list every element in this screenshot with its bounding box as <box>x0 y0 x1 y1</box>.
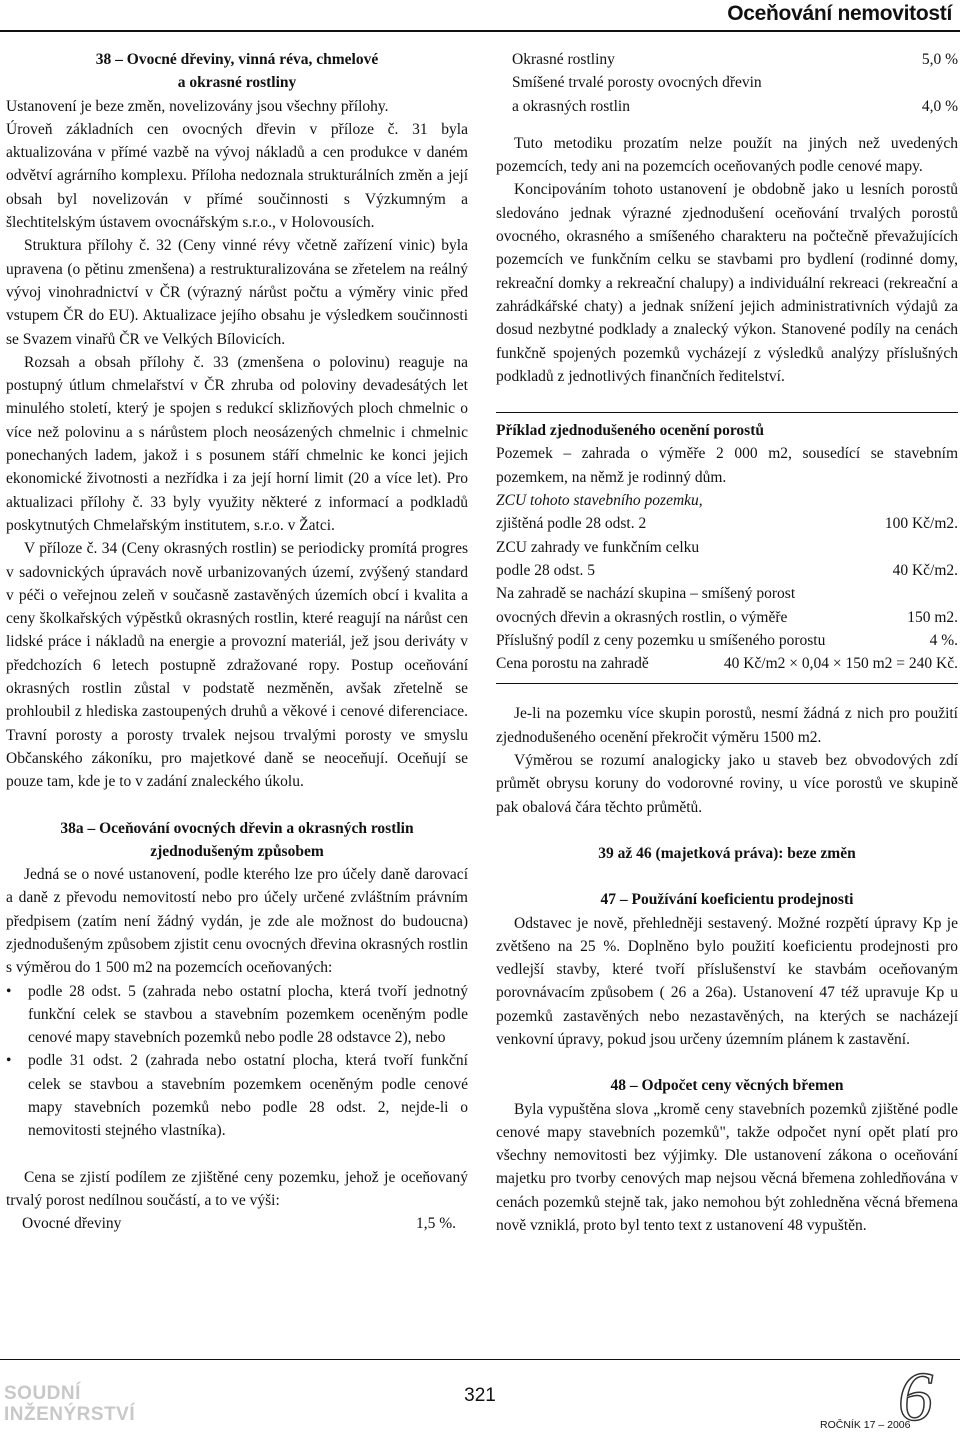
example-row <box>496 652 958 675</box>
example-row-value: 40 Kč/m2 × 0,04 × 150 m2 = 240 Kč. <box>723 655 958 673</box>
page-number: 321 <box>464 1385 496 1406</box>
section-47-heading: 47 – Používání koeficientu prodejnosti <box>600 891 854 909</box>
example-box <box>496 412 958 684</box>
example-intro: Pozemek – zahrada o výměře 2 000 m2, sousedící se stavebním pozemkem, na němž je rodinný dům. <box>496 445 958 486</box>
paragraph: Cena se zjistí podílem ze zjištěné ceny pozemku, jehož je oceňovaný trvalý porost nedílnou součástí, a to ve výši: <box>6 1168 468 1209</box>
section-38a-heading: 38a – Oceňování ovocných dřevin a okrasných rostlin <box>60 819 414 837</box>
example-row-value: 40 Kč/m2. <box>892 561 958 579</box>
rate-row <box>496 95 958 118</box>
list-item: • podle 31 odst. 2 (zahrada nebo ostatní plocha, která tvoří funkční celek se stavbou a stavebním pozemkem oceněným podle cenové mapy stavebních pozemků nebo podle 28 odst. 2, nejde-li o nemovitosti stejného vlastníka). <box>6 1049 468 1142</box>
section-38a-heading-cont: zjednodušeným způsobem <box>150 842 324 860</box>
rate-row <box>496 48 958 71</box>
example-line: Na zahradě se nachází skupina – smíšený porost <box>496 585 796 603</box>
example-row-label: ovocných dřevin a okrasných rostlin, o výměře <box>496 608 788 626</box>
rate-row <box>496 71 958 94</box>
right-column <box>496 48 958 1237</box>
rate-row <box>6 1212 468 1235</box>
example-row-label: Příslušný podíl z ceny pozemku u smíšeného porostu <box>496 631 826 649</box>
example-row-label: zjištěná podle 28 odst. 2 <box>496 515 647 533</box>
running-header-title: Oceňování nemovitostí <box>727 2 952 25</box>
footer-rule <box>0 1359 960 1360</box>
section-39-46-heading: 39 až 46 (majetková práva): beze změn <box>598 844 856 862</box>
section-38-heading-cont: a okrasné rostliny <box>177 74 297 92</box>
header-rule <box>0 30 960 32</box>
issue-number: 6 <box>898 1359 933 1436</box>
paragraph: Je-li na pozemku více skupin porostů, nesmí žádná z nich pro použití zjednodušeného ocenění překročit výměru 1500 m2. <box>496 705 958 746</box>
example-row-value: 150 m2. <box>907 608 958 626</box>
rate-value: 4,0 % <box>921 97 958 115</box>
example-line: ZCU zahrady ve funkčním celku <box>496 538 700 556</box>
example-line: ZCU tohoto stavebního pozemku, <box>496 492 703 510</box>
bullet-list <box>6 980 468 1143</box>
paragraph: Odstavec je nově, přehledněji sestavený. Možné rozpětí úpravy Kp je zvětšeno na 25 %. Doplněno bylo použití koeficientu prodejnosti pro vedlejší stavby, které tvoří příslušenství ke stavbám oceňovaným porovnávacím způsobem ( 26 a 26a). Ustanovení 47 též upravuje Kp u pozemků zastavěných nebo nezastavěných, na kterých se nacházejí venkovní úpravy, pokud jsou určeny územním plánem k zastavění. <box>496 914 958 1048</box>
rate-value: 5,0 % <box>921 51 958 68</box>
left-column <box>6 48 468 1236</box>
example-row <box>496 629 958 652</box>
rate-label: a okrasných rostlin <box>512 97 630 115</box>
volume-year: ROČNÍK 17 – 2006 <box>820 1419 911 1431</box>
rate-label: Okrasné rostliny <box>512 51 615 68</box>
paragraph: Struktura přílohy č. 32 (Ceny vinné révy včetně zařízení vinic) byla upravena (o pětinu zmenšena) a restrukturalizována se zřetelem na reálný vývoj vinohradnictví v ČR (výrazný nárůst počtu a výměry vinic před vstupem ČR do EU). Aktualizace jejího obsahu je výsledkem součinnosti se Svazem vinařů ČR ve Velkých Bílovicích. <box>6 237 468 348</box>
example-row <box>496 559 958 582</box>
paragraph: Rozsah a obsah přílohy č. 33 (zmenšena o polovinu) reaguje na postupný útlum chmelařství v ČR zhruba od poloviny devadesátých let minulého století, který je spojen s redukcí sklizňových ploch chmelnic o více než polovinu a s nárůstem ploch neosázených chmelnic i chmelnic ponechaných ladem, jakož i s posunem stáří chmelnic ke konci jejich ekonomické životnosti a nezřídka i za její horní limit (20 a více let). Pro aktualizaci přílohy č. 33 byly využity některé z informací a podkladů poskytnutých Chmelařským institutem, s.r.o. v Žatci. <box>6 353 468 534</box>
list-item: • podle 28 odst. 5 (zahrada nebo ostatní plocha, která tvoří jednotný funkční celek se stavbou a stavebním pozemkem oceněným podle cenové mapy stavebních pozemků nebo podle 28 odstavce 2), nebo <box>6 980 468 1050</box>
logo-line-2: INŽENÝRSTVÍ <box>4 1404 136 1425</box>
example-row-label: Cena porostu na zahradě <box>496 655 649 673</box>
example-row-value: 4 %. <box>929 631 958 649</box>
rate-label: Ovocné dřeviny <box>22 1215 122 1233</box>
example-title: Příklad zjednodušeného ocenění porostů <box>496 422 764 440</box>
paragraph: Výměrou se rozumí analogicky jako u staveb bez obvodových zdí průmět obrysu koruny do vodorovné roviny, u více porostů ve skupině pak obalová čára těchto průmětů. <box>496 752 958 816</box>
rate-value: 1,5 %. <box>415 1215 456 1233</box>
example-row <box>496 606 958 629</box>
section-48-heading: 48 – Odpočet ceny věcných břemen <box>610 1077 844 1095</box>
example-row <box>496 512 958 535</box>
section-38-heading: 38 – Ovocné dřeviny, vinná réva, chmelové <box>95 51 379 68</box>
paragraph: Tuto metodiku prozatím nelze použít na jiných než uvedených pozemcích, tedy ani na pozemcích oceňovaných podle cenové mapy. <box>496 134 958 176</box>
paragraph: Jedná se o nové ustanovení, podle kterého lze pro účely daně darovací a daně z převodu nemovitostí nebo pro účely určené zvláštním právním předpisem (zatím není žádný vydán, je zde ale možnost do budoucna) zjednodušeným způsobem zjistit cenu ovocných dřevina okrasných rostlin s výměrou do 1 500 m2 na pozemcích oceňovaných: <box>6 866 468 977</box>
paragraph: V příloze č. 34 (Ceny okrasných rostlin) se periodicky promítá progres v sadovnických úpravách nově urbanizovaných území, zvýšený standard v péči o veřejnou zeleň v současně zastavěných územích obcí i kvalita a ceny školkařských výpěstků okrasných rostlin, které reagují na nárůst cen lidské práce i nákladů na energie a provozní materiál, jež jsou deriváty v předchozích 6 letech postupně zdražované ropy. Postup oceňování okrasných rostlin zůstal v podstatě nezměněn, avšak zřetelně se prohloubil z hlediska zastoupených druhů a věkové i cenové diferenciace. Travní porosty a porosty trvalek nejsou trvalými porosty ve smyslu Občanského zákoníku, pro majetkové daně se neoceňují. Oceňují se pouze tam, kde je to v zadání znaleckého úkolu. <box>6 540 468 791</box>
paragraph: Ustanovení je beze změn, novelizovány jsou všechny přílohy. <box>6 97 389 115</box>
paragraph: Byla vypuštěna slova „kromě ceny stavebních pozemků zjištěné podle cenové mapy stavebních pozemků", takže odpočet nyní opět platí pro všechny nemovitosti bez výjimky. Dle ustanovení zákona o oceňování majetku pro tvorby cenových map nejsou věcná břemena zohledňována v cenách pozemků stejně tak, jako nemohou být zohledněna věcná břemena nově vzniklá, proto byl tento text z ustanovení 48 vypuštěn. <box>496 1100 958 1235</box>
rate-label: Smíšené trvalé porosty ovocných dřevin <box>512 74 762 92</box>
logo-line-1: SOUDNÍ <box>4 1383 81 1404</box>
paragraph: Koncipováním tohoto ustanovení je obdobně jako u lesních porostů sledováno jednak výrazné zjednodušení oceňování trvalých porostů ovocného, okrasného a smíšeného charakteru na počtečně převažujících pozemcích ve funkčním celku se stavbami pro bydlení (rodinné domy, rekreační domky a rekreační chalupy) a individuální rekreaci (rekreační a zahrádkářské chaty) a jednak snížení jejich administrativních výdajů za dosud nezbytné podklady a znalecký výkon. Stanovené podíly na cenách funkčně spojených pozemků vycházejí z výsledků analýzy příslušných podkladů z jednotlivých finančních ředitelství. <box>496 181 958 385</box>
paragraph: Úroveň základních cen ovocných dřevin v příloze č. 31 byla aktualizována v přímé vazbě na vývoj nákladů a cen produkce v daném odvětví agrárního komplexu. Příloha nedoznala strukturálních změn a její obsah byl novelizován v přímé součinnosti s Výzkumným a šlechtitelským ústavem ovocnářským s.r.o., v Holovousích. <box>6 120 468 232</box>
example-row-value: 100 Kč/m2. <box>884 515 958 533</box>
example-row-label: podle 28 odst. 5 <box>496 561 596 579</box>
